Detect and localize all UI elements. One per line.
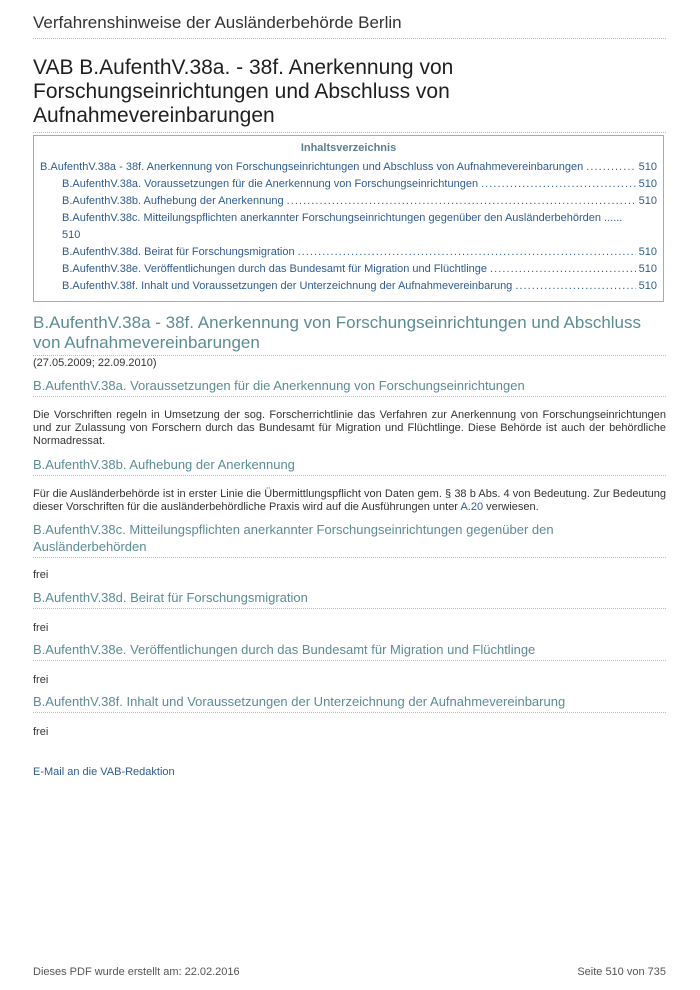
toc-item-page: 510 bbox=[62, 229, 81, 241]
toc-leader-dots bbox=[298, 244, 636, 261]
section-heading-38b: B.AufenthV.38b. Aufhebung der Anerkennung bbox=[33, 456, 666, 476]
section-heading-38f: B.AufenthV.38f. Inhalt und Voraussetzungen der Unterzeichnung der Aufnahmevereinbarung bbox=[33, 693, 666, 713]
footer-page-number: Seite 510 von 735 bbox=[577, 966, 666, 978]
toc-item-page: 510 bbox=[638, 280, 657, 292]
section-text-38d: frei bbox=[33, 622, 49, 634]
section-text-38b bbox=[33, 488, 666, 514]
toc-item-label: B.AufenthV.38b. Aufhebung der Anerkennung bbox=[62, 195, 284, 207]
toc-item-page: 510 bbox=[638, 246, 657, 258]
toc-leader-dots bbox=[287, 193, 636, 210]
toc-item-page: 510 bbox=[638, 195, 657, 207]
section-text-38a: Die Vorschriften regeln in Umsetzung der sog. Forscherrichtlinie das Verfahren zur Anerkennung von Forschungseinrichtungen und zur Zulassung von Forschern durch das Bundesamt für Migration und Flüchtlinge. Diese Behörde ist auch der behördliche Normadressat. bbox=[33, 409, 666, 447]
section-heading-38a: B.AufenthV.38a. Voraussetzungen für die Anerkennung von Forschungseinrichtungen bbox=[33, 377, 666, 397]
toc-item[interactable] bbox=[40, 159, 657, 176]
toc-item[interactable] bbox=[40, 210, 657, 244]
footer-created-date: Dieses PDF wurde erstellt am: 22.02.2016 bbox=[33, 966, 240, 978]
section-text-38b-tail: verwiesen. bbox=[483, 501, 539, 513]
toc-item-label: B.AufenthV.38a - 38f. Anerkennung von Forschungseinrichtungen und Abschluss von Aufnahmevereinbarungen bbox=[40, 161, 584, 173]
main-section-heading: B.AufenthV.38a - 38f. Anerkennung von Forschungseinrichtungen und Abschluss von Aufnahmevereinbarungen bbox=[33, 313, 666, 356]
section-text-38f: frei bbox=[33, 726, 49, 738]
toc-item-label: B.AufenthV.38a. Voraussetzungen für die Anerkennung von Forschungseinrichtungen bbox=[62, 178, 479, 190]
section-heading-38c: B.AufenthV.38c. Mitteilungspflichten anerkannter Forschungseinrichtungen gegenüber den Ausländerbehörden bbox=[33, 521, 666, 558]
table-of-contents bbox=[33, 135, 664, 302]
section-text-38b-body: Für die Ausländerbehörde ist in erster Linie die Übermittlungspflicht von Daten gem. § 38 b Abs. 4 von Bedeutung. Zur Bedeutung dieser Vorschriften für die ausländerbehördliche Praxis wird auf die Ausführungen unter bbox=[33, 488, 666, 513]
toc-leader-dots bbox=[481, 176, 636, 193]
toc-item-page: 510 bbox=[638, 178, 657, 190]
toc-item[interactable] bbox=[40, 278, 657, 295]
toc-item-page: 510 bbox=[638, 263, 657, 275]
toc-item-label: B.AufenthV.38f. Inhalt und Voraussetzungen der Unterzeichnung der Aufnahmevereinbarung bbox=[62, 280, 513, 292]
toc-item-label: B.AufenthV.38c. Mitteilungspflichten anerkannter Forschungseinrichtungen gegenüber den Ausländerbehörden bbox=[62, 212, 601, 224]
toc-leader-dots bbox=[515, 278, 635, 295]
toc-leader-dots bbox=[586, 159, 635, 176]
revision-dates: (27.05.2009; 22.09.2010) bbox=[33, 357, 157, 369]
toc-leader-dots: ...... bbox=[604, 212, 623, 224]
section-text-38c: frei bbox=[33, 569, 49, 581]
toc-item-label: B.AufenthV.38e. Veröffentlichungen durch das Bundesamt für Migration und Flüchtlinge bbox=[62, 263, 488, 275]
email-editorial-link[interactable]: E-Mail an die VAB-Redaktion bbox=[33, 766, 175, 778]
toc-item[interactable] bbox=[40, 176, 657, 193]
reference-link-a20[interactable]: A.20 bbox=[460, 501, 484, 513]
section-heading-38d: B.AufenthV.38d. Beirat für Forschungsmigration bbox=[33, 589, 666, 609]
toc-leader-dots bbox=[490, 261, 636, 278]
toc-item-label: B.AufenthV.38d. Beirat für Forschungsmigration bbox=[62, 246, 295, 258]
section-heading-38e: B.AufenthV.38e. Veröffentlichungen durch das Bundesamt für Migration und Flüchtlinge bbox=[33, 641, 666, 661]
section-text-38e: frei bbox=[33, 674, 49, 686]
toc-item[interactable] bbox=[40, 244, 657, 261]
toc-title: Inhaltsverzeichnis bbox=[300, 142, 397, 154]
running-header: Verfahrenshinweise der Ausländerbehörde Berlin bbox=[33, 13, 666, 39]
document-title: VAB B.AufenthV.38a. - 38f. Anerkennung von Forschungseinrichtungen und Abschluss von Aufnahmevereinbarungen bbox=[33, 56, 666, 133]
toc-item[interactable] bbox=[40, 261, 657, 278]
toc-item-page: 510 bbox=[638, 161, 657, 173]
toc-item[interactable] bbox=[40, 193, 657, 210]
